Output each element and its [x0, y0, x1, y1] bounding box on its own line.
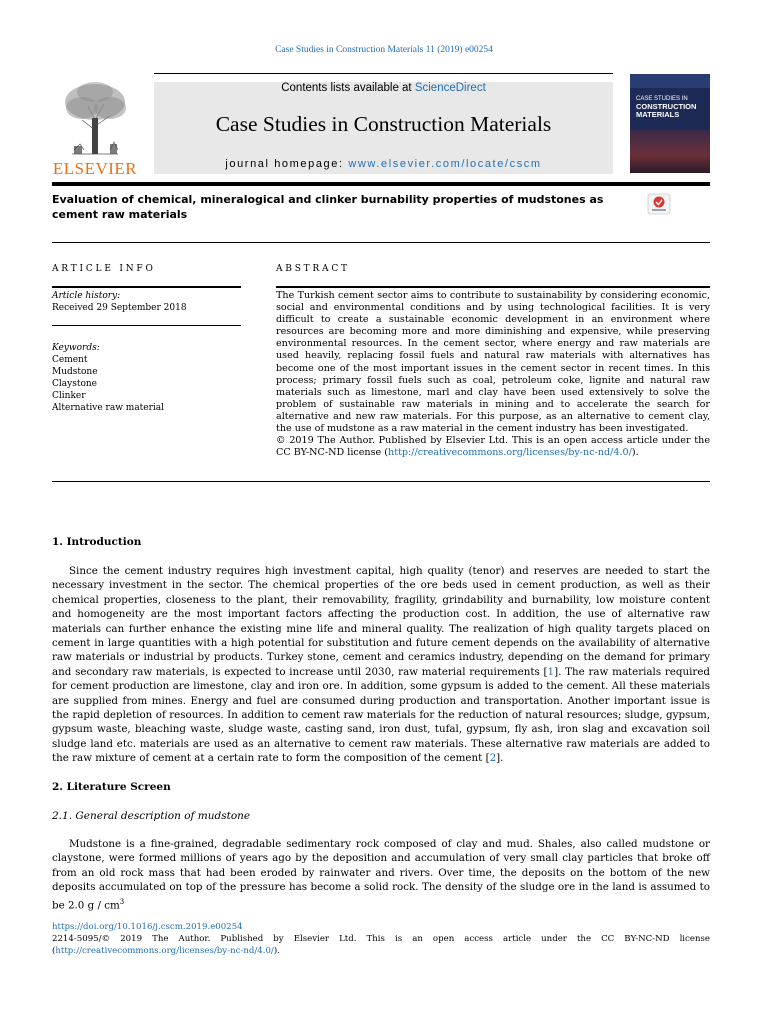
journal-reference-link[interactable]: Case Studies in Construction Materials 11 (2019) e00254 — [275, 45, 493, 55]
header-top-rule — [154, 73, 613, 74]
keyword-item: Cement — [52, 355, 88, 365]
intro-text-part2: ]. The raw materials required for cement production are limestone, clay and iron ore. In addition, some gypsum is added to the cement. All these materials are supplied from mines. Energy and fuel are consumed during production and transportation. Another important issue is the rapid depletion of resources. In addition to cement raw materials for the reduction of natural resources; sludge, gypsum, gypsum waste, bleaching waste, sludge waste, casting sand, iron dust, tufal, gypsum, fly ash, iron slag and excavation soil sludge land etc. materials are used as an alternative to cement raw materials. These alternative raw materials are added to the raw mixture of cement at a certain rate to form the composition of the cement [ — [52, 665, 711, 765]
abstract-text: The Turkish cement sector aims to contribute to sustainability by considering economic, social and environmental conditions and by using technological facilities. It is very difficult to create a sustainable economic development in an environment where resources are becoming more and more diminishing and expensive, while preserving environmental resources. In the cement sector, where energy and raw materials are used heavily, replacing fossil fuels and natural raw materials with alternatives has become one of the most important issues in the cement sector in recent times. In this process; primary fossil fuels such as coal, petroleum coke, lignite and natural raw materials such as limestone, marl and clay have been used extensively to solve the problem of sustainable raw materials in mining and to accelerate the search for alternative and new raw materials. For this purpose, as an alternative to cement clay, the use of mudstone as a raw material in the cement industry has been investigated. — [276, 290, 710, 435]
intro-text-part3: ]. — [496, 752, 504, 765]
homepage-prefix: journal homepage: — [225, 158, 349, 170]
copyright-prefix: © 2019 The Author. Published by Elsevier Ltd. This is an open access article under the CC BY-NC-ND license ( — [276, 435, 710, 459]
journal-homepage — [154, 158, 613, 170]
elsevier-logo[interactable] — [52, 80, 138, 176]
journal-title: Case Studies in Construction Materials — [215, 112, 552, 136]
cover-top-band — [630, 74, 710, 88]
article-info-label: ARTICLE INFO — [52, 264, 156, 274]
homepage-link[interactable]: www.elsevier.com/locate/cscm — [348, 158, 542, 170]
footer-license-line — [52, 933, 710, 957]
abstract-label: ABSTRACT — [276, 264, 350, 274]
history-rule — [52, 325, 241, 326]
contents-line — [154, 82, 613, 94]
article-history — [52, 290, 241, 314]
abstract-rule — [276, 286, 710, 288]
article-title: Evaluation of chemical, mineralogical and clinker burnability properties of mudstones as cement raw materials — [52, 193, 604, 221]
keywords-label: Keywords: — [52, 343, 100, 353]
keyword-item: Claystone — [52, 379, 97, 389]
elsevier-wordmark: ELSEVIER — [52, 159, 138, 178]
intro-text-part1: Since the cement industry requires high investment capital, high quality (tenor) and reserves are needed to start the necessary investment in the sector. The chemical properties of the ore beds used in cement production, as well as their chemical properties, closeness to the plant, their removability, fragility, grindability and burnability, low moisture content and homogeneity are the most important factors affecting the production cost. In addition, the use of alternative raw materials can further enhance the existing mine life and mineral quality. The realization of high quality targets placed on cement in large quantities with a high potential for substitution and future cement depends on the availability of alternative raw materials or industrial by products. Turkey stone, cement and ceramics industry, depending on the demand for primary and secondary raw materials, is expected to increase until 2030, raw material requirements [ — [52, 565, 710, 678]
sciencedirect-link[interactable]: ScienceDirect — [414, 82, 486, 94]
footer-suffix: ). — [273, 946, 280, 956]
mudstone-paragraph — [52, 837, 710, 912]
received-date: Received 29 September 2018 — [52, 303, 187, 313]
abstract-license-link[interactable]: http://creativecommons.org/licenses/by-nc-nd/4.0/ — [388, 447, 632, 459]
journal-cover-image[interactable] — [630, 74, 710, 173]
abstract-body — [276, 290, 710, 459]
keyword-item: Clinker — [52, 391, 86, 401]
page-footer — [52, 921, 710, 957]
cover-title-line1: CASE STUDIES IN — [636, 96, 688, 102]
footer-license-link[interactable]: http://creativecommons.org/licenses/by-nc-nd/4.0/ — [55, 946, 274, 956]
contents-prefix: Contents lists available at — [281, 82, 415, 94]
title-rule — [52, 242, 710, 243]
article-info-rule — [52, 286, 241, 288]
elsevier-tree-icon — [52, 80, 138, 155]
journal-reference[interactable] — [0, 45, 768, 55]
literature-heading: 2. Literature Screen — [52, 781, 171, 793]
abstract-end-rule — [52, 481, 710, 482]
keyword-item: Alternative raw material — [52, 403, 165, 413]
cubic-superscript: 3 — [119, 897, 125, 906]
introduction-paragraph — [52, 564, 710, 766]
header-thick-rule — [52, 182, 710, 186]
check-for-updates-icon — [647, 193, 671, 215]
reference-link-2[interactable]: 2 — [489, 752, 497, 765]
keyword-item: Mudstone — [52, 367, 98, 377]
mudstone-subheading: 2.1. General description of mudstone — [52, 810, 251, 822]
footer-prefix: 2214-5095/© 2019 The Author. Published by Elsevier Ltd. This is an open access article under the CC BY-NC-ND license ( — [52, 934, 710, 956]
history-label: Article history: — [52, 291, 121, 301]
crossmark-button[interactable] — [647, 193, 671, 215]
doi-link[interactable]: https://doi.org/10.1016/j.cscm.2019.e00254 — [52, 922, 243, 932]
mudstone-text: Mudstone is a fine-grained, degradable sedimentary rock composed of clay and mud. Shales, also called mudstone or claystone, were formed millions of years ago by the deposition and accumulation of very small clay particles that broke off from an old rock mass that had been eroded by rainwater and rivers. Over time, the deposits on the bottom of the new deposits accumulated on top of the pressure has become a solid rock. The density of the sludge ore in the land is assumed to be 2.0 g / cm — [52, 838, 710, 912]
keywords-block — [52, 342, 241, 414]
cover-title-line2: CONSTRUCTION MATERIALS — [636, 102, 697, 119]
cover-photo — [630, 130, 710, 173]
reference-link-1[interactable]: 1 — [547, 665, 555, 678]
copyright-suffix: ). — [631, 447, 639, 459]
abstract-copyright — [276, 435, 710, 459]
introduction-heading: 1. Introduction — [52, 536, 142, 548]
